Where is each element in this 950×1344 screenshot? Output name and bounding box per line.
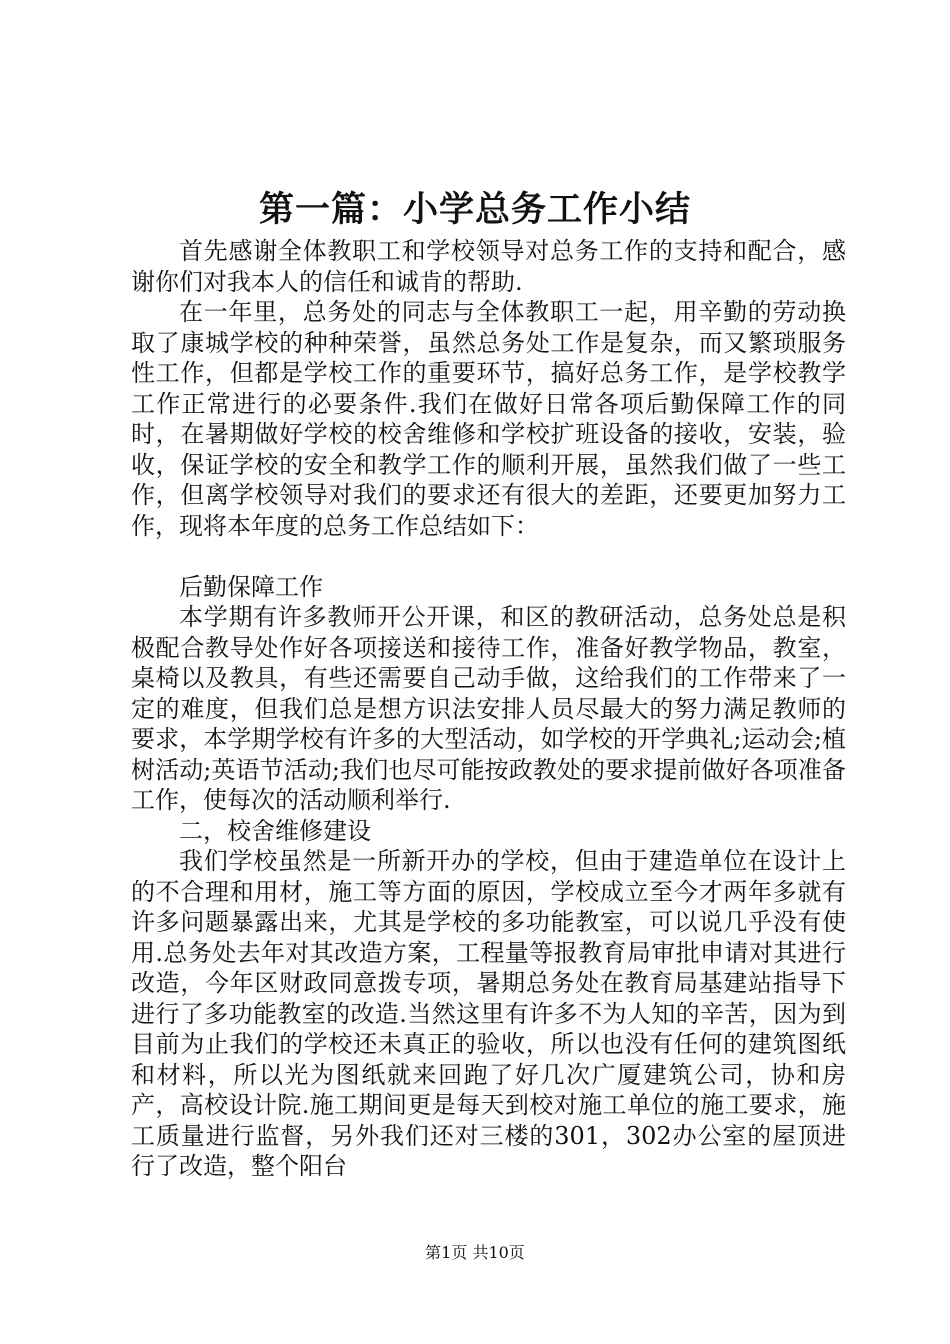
paragraph-overview: 在一年里，总务处的同志与全体教职工一起，用辛勤的劳动换取了康城学校的种种荣誉，虽然总务处工作是复杂，而又繁琐服务性工作，但都是学校工作的重要环节，搞好总务工作，是学校教学工作正常进行的必要条件.我们在做好日常各项后勤保障工作的同时，在暑期做好学校的校舍维修和学校扩班设备的接收，安装，验收，保证学校的安全和教学工作的顺利开展，虽然我们做了一些工作，但离学校领导对我们的要求还有很大的差距，还要更加努力工作，现将本年度的总务工作总结如下： [131,298,846,540]
document-title: 第一篇：小学总务工作小结 [258,189,691,230]
section-heading-maintenance: 二，校舍维修建设 [179,816,371,845]
document-body [131,236,846,1182]
page-footer: 第1页 共10页 [425,1243,525,1262]
paragraph-spacer [131,541,846,572]
paragraph-logistics: 本学期有许多教师开公开课，和区的教研活动，总务处总是积极配合教导处作好各项接送和接待工作，准备好教学物品，教室，桌椅以及教具，有些还需要自己动手做，这给我们的工作带来了一定的难度，但我们总是想方识法安排人员尽最大的努力满足教师的要求，本学期学校有许多的大型活动，如学校的开学典礼;运动会;植树活动;英语节活动;我们也尽可能按政教处的要求提前做好各项准备工作，使每次的活动顺利举行. [131,603,846,814]
paragraph-maintenance: 我们学校虽然是一所新开办的学校，但由于建造单位在设计上的不合理和用材，施工等方面的原因，学校成立至今才两年多就有许多问题暴露出来，尤其是学校的多功能教室，可以说几乎没有使用.总务处去年对其改造方案，工程量等报教育局审批申请对其进行改造，今年区财政同意拨专项，暑期总务处在教育局基建站指导下进行了多功能教室的改造.当然这里有许多不为人知的辛苦，因为到目前为止我们的学校还未真正的验收，所以也没有任何的建筑图纸和材料，所以光为图纸就来回跑了好几次广厦建筑公司，协和房产，高校设计院.施工期间更是每天到校对施工单位的施工要求，施工质量进行监督，另外我们还对三楼的301，302办公室的屋顶进行了改造，整个阳台 [131,847,846,1180]
section-heading-logistics: 后勤保障工作 [179,572,323,601]
paragraph-thanks: 首先感谢全体教职工和学校领导对总务工作的支持和配合，感谢你们对我本人的信任和诚肯的帮助. [131,237,846,296]
